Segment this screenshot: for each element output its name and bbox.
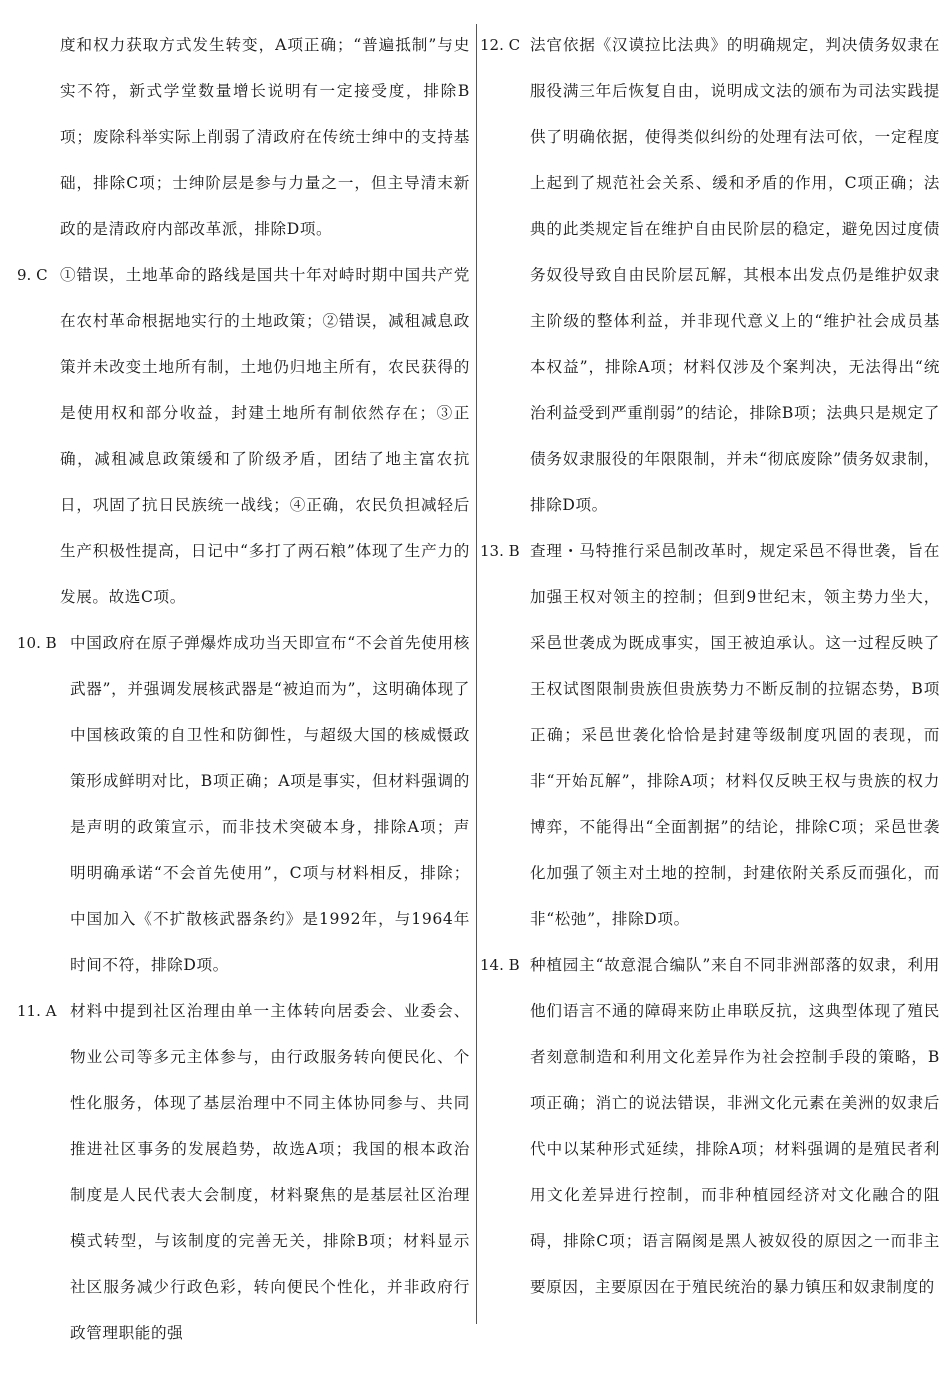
answer-item-10 (17, 620, 470, 988)
answer-text: 材料中提到社区治理由单一主体转向居委会、业委会、物业公司等多元主体参与，由行政服务转向便民化、个性化服务，体现了基层治理中不同主体协同参与、共同推进社区事务的发展趋势，故选A项；我国的根本政治制度是人民代表大会制度，材料聚焦的是基层社区治理模式转型，与该制度的完善无关，排除B项；材料显示社区服务减少行政色彩，转向便民个性化，并非政府行政管理职能的强 (70, 1002, 470, 1342)
answer-text: ①错误，土地革命的路线是国共十年对峙时期中国共产党在农村革命根据地实行的土地政策；②错误，减租减息政策并未改变土地所有制，土地仍归地主所有，农民获得的是使用权和部分收益，封建土地所有制依然存在；③正确，减租减息政策缓和了阶级矛盾，团结了地主富农抗日，巩固了抗日民族统一战线；④正确，农民负担减轻后生产积极性提高，日记中“多打了两石粮”体现了生产力的发展。故选C项。 (60, 266, 470, 606)
answer-number: 12. C (480, 36, 521, 54)
answer-item-continued (60, 22, 470, 252)
answer-number: 10. B (17, 634, 57, 652)
answer-number: 11. A (17, 1002, 57, 1020)
answer-item-9 (17, 252, 470, 620)
answer-number: 14. B (480, 956, 520, 974)
answer-item-11 (17, 988, 470, 1356)
answer-item-13 (480, 528, 940, 942)
answer-number: 13. B (480, 542, 520, 560)
right-column (480, 22, 940, 1310)
answer-item-14 (480, 942, 940, 1310)
answer-text: 中国政府在原子弹爆炸成功当天即宣布“不会首先使用核武器”，并强调发展核武器是“被迫而为”，这明确体现了中国核政策的自卫性和防御性，与超级大国的核威慑政策形成鲜明对比，B项正确；A项是事实，但材料强调的是声明的政策宣示，而非技术突破本身，排除A项；声明明确承诺“不会首先使用”，C项与材料相反，排除；中国加入《不扩散核武器条约》是1992年，与1964年时间不符，排除D项。 (70, 634, 470, 974)
answer-text: 法官依据《汉谟拉比法典》的明确规定，判决债务奴隶在服役满三年后恢复自由，说明成文法的颁布为司法实践提供了明确依据，使得类似纠纷的处理有法可依，一定程度上起到了规范社会关系、缓和矛盾的作用，C项正确；法典的此类规定旨在维护自由民阶层的稳定，避免因过度债务奴役导致自由民阶层瓦解，其根本出发点仍是维护奴隶主阶级的整体利益，并非现代意义上的“维护社会成员基本权益”，排除A项；材料仅涉及个案判决，无法得出“统治利益受到严重削弱”的结论，排除B项；法典只是规定了债务奴隶服役的年限限制，并未“彻底废除”债务奴隶制，排除D项。 (530, 36, 940, 514)
answer-text: 种植园主“故意混合编队”来自不同非洲部落的奴隶，利用他们语言不通的障碍来防止串联反抗，这典型体现了殖民者刻意制造和利用文化差异作为社会控制手段的策略，B项正确；消亡的说法错误，非洲文化元素在美洲的奴隶后代中以某种形式延续，排除A项；材料强调的是殖民者利用文化差异进行控制，而非种植园经济对文化融合的阻碍，排除C项；语言隔阂是黑人被奴役的原因之一而非主要原因，主要原因在于殖民统治的暴力镇压和奴隶制度的 (530, 956, 940, 1296)
left-column (17, 22, 470, 1356)
column-divider (476, 24, 477, 1324)
answer-number: 9. C (17, 266, 48, 284)
answer-text: 查理・马特推行采邑制改革时，规定采邑不得世袭，旨在加强王权对领主的控制；但到9世纪末，领主势力坐大，采邑世袭成为既成事实，国王被迫承认。这一过程反映了王权试图限制贵族但贵族势力不断反制的拉锯态势，B项正确；采邑世袭化恰恰是封建等级制度巩固的表现，而非“开始瓦解”，排除A项；材料仅反映王权与贵族的权力博弈，不能得出“全面割据”的结论，排除C项；采邑世袭化加强了领主对土地的控制，封建依附关系反而强化，而非“松弛”，排除D项。 (530, 542, 940, 928)
answer-text: 度和权力获取方式发生转变，A项正确；“普遍抵制”与史实不符，新式学堂数量增长说明有一定接受度，排除B项；废除科举实际上削弱了清政府在传统士绅中的支持基础，排除C项；士绅阶层是参与力量之一，但主导清末新政的是清政府内部改革派，排除D项。 (60, 36, 470, 238)
answer-item-12 (480, 22, 940, 528)
